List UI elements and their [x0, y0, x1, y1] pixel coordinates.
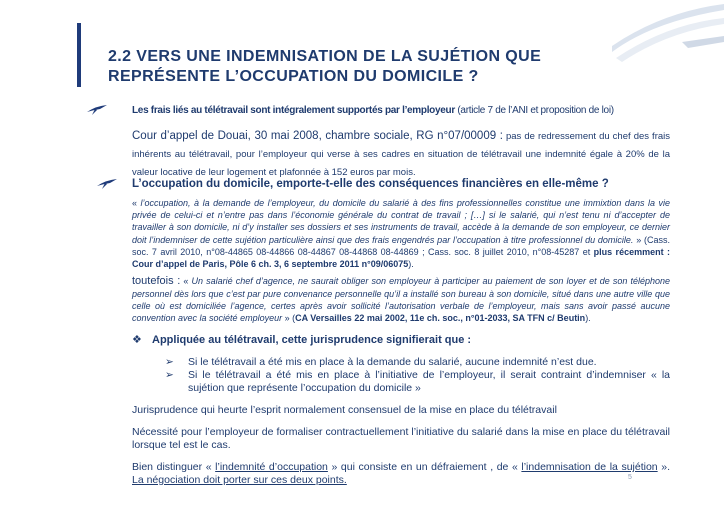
applied-heading: Appliquée au télétravail, cette jurisprudence signifierait que : — [152, 334, 472, 346]
paragraph-necessity: Nécessité pour l’employeur de formaliser contractuellement l’initiative du salarié dans la mise en place du télétravail lorsque tel est le cas. — [132, 426, 670, 451]
case-text: pas de redressement du chef des frais inhérents au télétravail, pour l’employeur qui verse à ses cadres en situation de télétravail une indemnité égale à 20% de la valeur locative de leur logement et plafonnée à 152 euros par mois. — [132, 131, 670, 178]
quote-open: « — [132, 198, 141, 208]
recent-ruling: plus récemment : Cour d’appel de Paris, Pôle 6 ch. 3, 6 septembre 2011 n°09/06075 — [132, 246, 671, 270]
distinguish-a: Bien distinguer « — [132, 461, 216, 473]
toutefois-label: toutefois : — [132, 275, 181, 287]
toutefois-open: « — [180, 276, 192, 286]
toutefois-close: » ( — [282, 313, 296, 323]
section1-lead — [132, 104, 670, 117]
lead-rest: (article 7 de l’ANI et proposition de loi) — [454, 105, 614, 116]
page-number: 5 — [628, 474, 632, 481]
corner-decoration — [612, 2, 724, 64]
distinguish-c: ». — [657, 461, 670, 473]
quote-close: ). — [408, 259, 414, 270]
section2-quote — [132, 197, 670, 270]
arrow-bullet-icon — [96, 178, 118, 190]
diamond-bullet-icon: ❖ — [132, 334, 142, 346]
arrow-head-icon: ➢ — [165, 356, 174, 368]
quote-refs: » (Cass. soc. 7 avril 2010, n°08-44865 08-44866 08-44867 08-44868 08-44869 ; Cass. soc. 8 juillet 2010, n°08-45287 et — [132, 234, 670, 257]
title-accent-bar — [77, 23, 81, 87]
toutefois-quote: Un salarié chef d’agence, ne saurait obliger son employeur à participer au paiement de son loyer et de son téléphone personnel dès lors que c’est par pure convenance personnelle qu’il a installé son bureau à son domicile, situé dans une autre ville que celle où est domiciliée l’agence, certes après avoir sollicité l’autorisation verbale de l’employeur, mais sans avoir passé aucune convention avec la société employeur — [132, 276, 670, 323]
page-title — [108, 47, 618, 87]
negotiation-note: La négociation doit porter sur ces deux points. — [132, 474, 347, 486]
title-line-1: 2.2 VERS UNE INDEMNISATION DE LA SUJÉTION QUE — [108, 48, 542, 65]
toutefois-end: ). — [585, 313, 591, 323]
arrow-head-icon: ➢ — [165, 369, 174, 381]
arrow-bullet-icon — [86, 104, 108, 116]
section1-case — [132, 126, 670, 180]
distinguish-b: » qui consiste en un défraiement , de « — [327, 461, 522, 473]
indemnite-occupation-term: l’indemnité d’occupation — [215, 461, 328, 473]
list-item-text: Si le télétravail a été mis en place à l’initiative de l’employeur, il serait contraint d’indemniser « la sujétion que représente l’occupation du domicile » — [188, 369, 670, 394]
title-line-2: REPRÉSENTE L’OCCUPATION DU DOMICILE ? — [108, 68, 479, 85]
paragraph-jurisprudence: Jurisprudence qui heurte l’esprit normalement consensuel de la mise en place du télétravail — [132, 404, 557, 416]
case-ref: Cour d’appel de Douai, 30 mai 2008, chambre sociale, RG n°07/00009 : — [132, 130, 503, 142]
section2-heading: L’occupation du domicile, emporte-t-elle des conséquences financières en elle-même ? — [132, 178, 609, 190]
toutefois-ref: CA Versailles 22 mai 2002, 11e ch. soc., n°01-2033, SA TFN c/ Beutin — [295, 313, 586, 323]
paragraph-distinguish — [132, 461, 670, 487]
toutefois-block — [132, 274, 670, 324]
lead-bold: Les frais liés au télétravail sont intégralement supportés par l’employeur — [132, 105, 455, 116]
quote-text: l’occupation, à la demande de l’employeur, du domicile du salarié à des fins professionnelles constitue une immixtion dans la vie privée de celui-ci et n’entre pas dans l’économie générale du contrat de travail ; […] si le salarié, qui n’est tenu ni d’accepter de travailler à son domicile, ni d’y installer ses dossiers et ses instruments de travail, accède à la demande de son employeur, ce dernier doit l’indemniser de cette sujétion particulière ainsi que des frais engendrés par l’occupation à titre professionnel du domicile. — [132, 198, 670, 245]
list-item-text: Si le télétravail a été mis en place à la demande du salarié, aucune indemnité n’est due. — [188, 356, 597, 368]
indemnisation-sujetion-term: l’indemnisation de la sujétion — [521, 461, 658, 473]
